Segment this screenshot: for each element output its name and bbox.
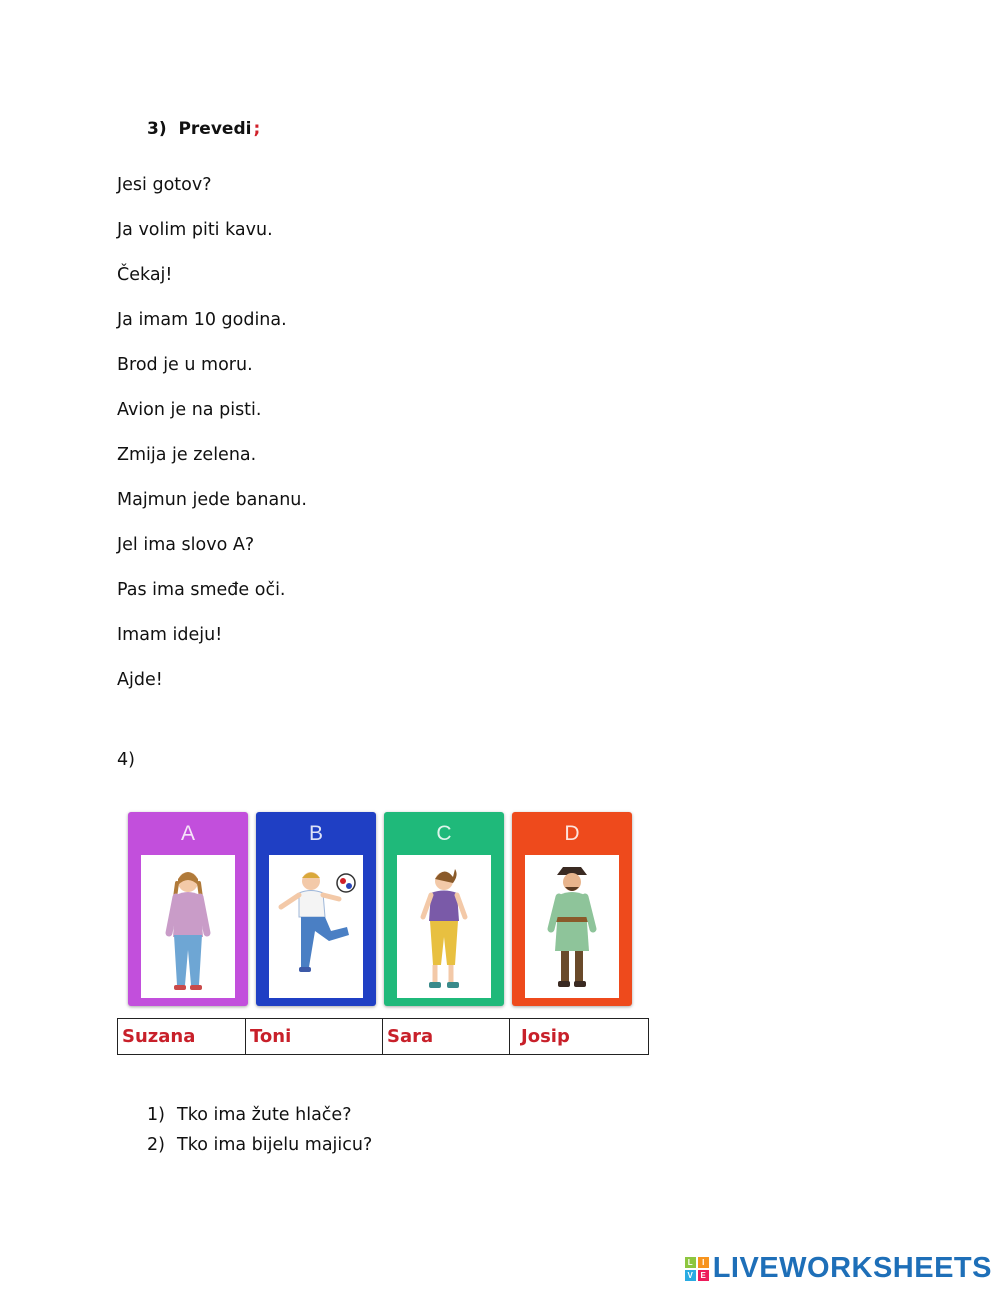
sentence: Avion je na pisti. [117, 400, 262, 420]
logo-block: V [685, 1270, 696, 1281]
card-c [384, 812, 504, 1006]
card-letter: C [436, 822, 452, 845]
character-cards [125, 812, 640, 1008]
card-letter: A [180, 822, 195, 845]
sentence: Ja volim piti kavu. [117, 220, 273, 240]
card-letter: B [308, 822, 323, 845]
girl-purple-top-illustration [141, 855, 235, 998]
question-list [147, 1100, 372, 1160]
question-text: Tko ima žute hlače? [177, 1105, 352, 1125]
logo-blocks [685, 1257, 709, 1281]
card-d [512, 812, 632, 1006]
exercise-4-heading: 4) [117, 750, 135, 770]
exercise-3-title: Prevedi [178, 119, 252, 139]
question-number: 1) [147, 1105, 165, 1125]
question-item [147, 1130, 372, 1160]
question-item [147, 1100, 372, 1130]
name-cell: Suzana [118, 1019, 246, 1055]
sentence: Majmun jede bananu. [117, 490, 307, 510]
name-cell: Sara [383, 1019, 510, 1055]
exercise-3-number: 3) [147, 119, 167, 139]
exercise-3-punctuation: ; [253, 119, 261, 139]
girl-yellow-trousers-illustration [397, 855, 491, 998]
sentence: Jesi gotov? [117, 175, 212, 195]
sentence: Ja imam 10 godina. [117, 310, 287, 330]
name-cell: Toni [246, 1019, 383, 1055]
pirate-illustration [525, 855, 619, 998]
sentence: Jel ima slovo A? [117, 535, 255, 555]
sentence: Zmija je zelena. [117, 445, 257, 465]
exercise-3-heading [147, 119, 260, 139]
question-number: 2) [147, 1135, 165, 1155]
name-cell: Josip [510, 1019, 649, 1055]
card-a [128, 812, 248, 1006]
sentence: Imam ideju! [117, 625, 223, 645]
logo-text: LIVEWORKSHEETS [712, 1252, 992, 1284]
card-b [256, 812, 376, 1006]
table-row [118, 1019, 649, 1055]
logo-block: E [698, 1270, 709, 1281]
liveworksheets-logo [685, 1252, 992, 1285]
logo-block: I [698, 1257, 709, 1268]
card-letter: D [564, 822, 580, 845]
logo-block: L [685, 1257, 696, 1268]
sentence: Čekaj! [117, 265, 173, 285]
question-text: Tko ima bijelu majicu? [177, 1135, 373, 1155]
sentence: Ajde! [117, 670, 163, 690]
sentence: Brod je u moru. [117, 355, 253, 375]
names-table [117, 1018, 649, 1055]
sentence-list [117, 163, 307, 703]
boy-football-illustration [269, 855, 363, 998]
sentence: Pas ima smeđe oči. [117, 580, 286, 600]
